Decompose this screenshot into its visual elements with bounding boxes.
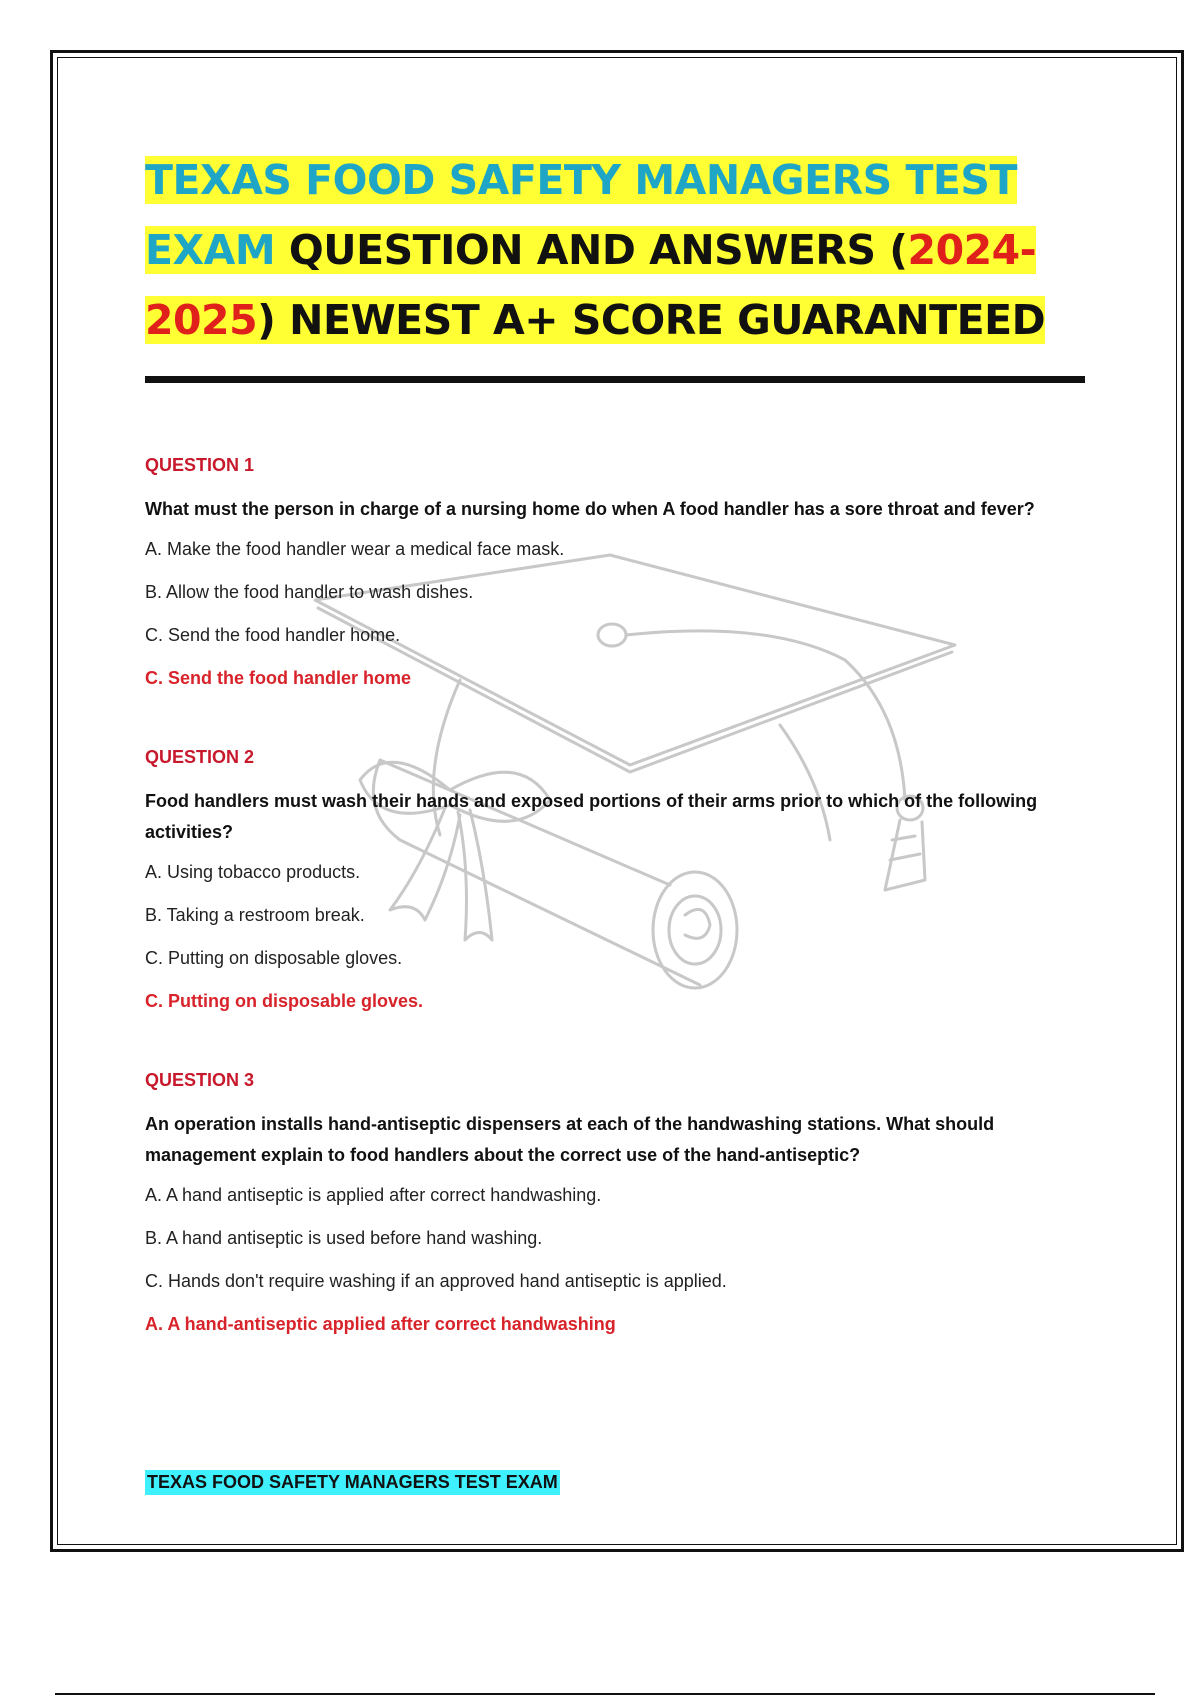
- question-label: QUESTION 3: [145, 1070, 255, 1090]
- title-divider: [145, 376, 1085, 383]
- option-c: C. Send the food handler home.: [145, 625, 401, 645]
- page-bottom-rule: [55, 1693, 1155, 1695]
- questions-list: [145, 455, 1085, 1365]
- option-a: A. A hand antiseptic is applied after correct handwashing.: [145, 1185, 602, 1205]
- correct-answer: A. A hand-antiseptic applied after correct handwashing: [145, 1314, 616, 1334]
- correct-answer: C. Putting on disposable gloves.: [145, 991, 424, 1011]
- correct-answer: C. Send the food handler home: [145, 668, 412, 688]
- title-year-end: 2025: [145, 296, 258, 344]
- title-year-start: 2024-: [907, 226, 1037, 274]
- title-newest-score: ) NEWEST A+ SCORE GUARANTEED: [257, 296, 1046, 344]
- option-b: B. A hand antiseptic is used before hand washing.: [145, 1228, 543, 1248]
- question-1: [145, 455, 1085, 689]
- footer-exam-tag: TEXAS FOOD SAFETY MANAGERS TEST EXAM: [145, 1470, 560, 1495]
- question-label: QUESTION 1: [145, 455, 255, 475]
- question-label: QUESTION 2: [145, 747, 255, 767]
- option-b: B. Allow the food handler to wash dishes.: [145, 582, 474, 602]
- option-c: C. Putting on disposable gloves.: [145, 948, 403, 968]
- question-2: [145, 747, 1085, 1012]
- option-b: B. Taking a restroom break.: [145, 905, 365, 925]
- question-text: An operation installs hand-antiseptic dispensers at each of the handwashing stations. What should management explain to food handlers about the correct use of the hand-antiseptic?: [145, 1114, 995, 1165]
- title-line-1: TEXAS FOOD SAFETY MANAGERS TEST: [145, 156, 1017, 204]
- question-text: Food handlers must wash their hands and exposed portions of their arms prior to which of the following activities?: [145, 791, 1038, 842]
- document-title: [145, 145, 1085, 355]
- title-block: [145, 145, 1085, 355]
- question-text: What must the person in charge of a nursing home do when A food handler has a sore throat and fever?: [145, 499, 1035, 519]
- title-exam-word: EXAM: [145, 226, 276, 274]
- question-3: [145, 1070, 1085, 1335]
- title-question-answers: QUESTION AND ANSWERS (: [275, 226, 908, 274]
- option-a: A. Using tobacco products.: [145, 862, 361, 882]
- option-a: A. Make the food handler wear a medical face mask.: [145, 539, 565, 559]
- option-c: C. Hands don't require washing if an approved hand antiseptic is applied.: [145, 1271, 727, 1291]
